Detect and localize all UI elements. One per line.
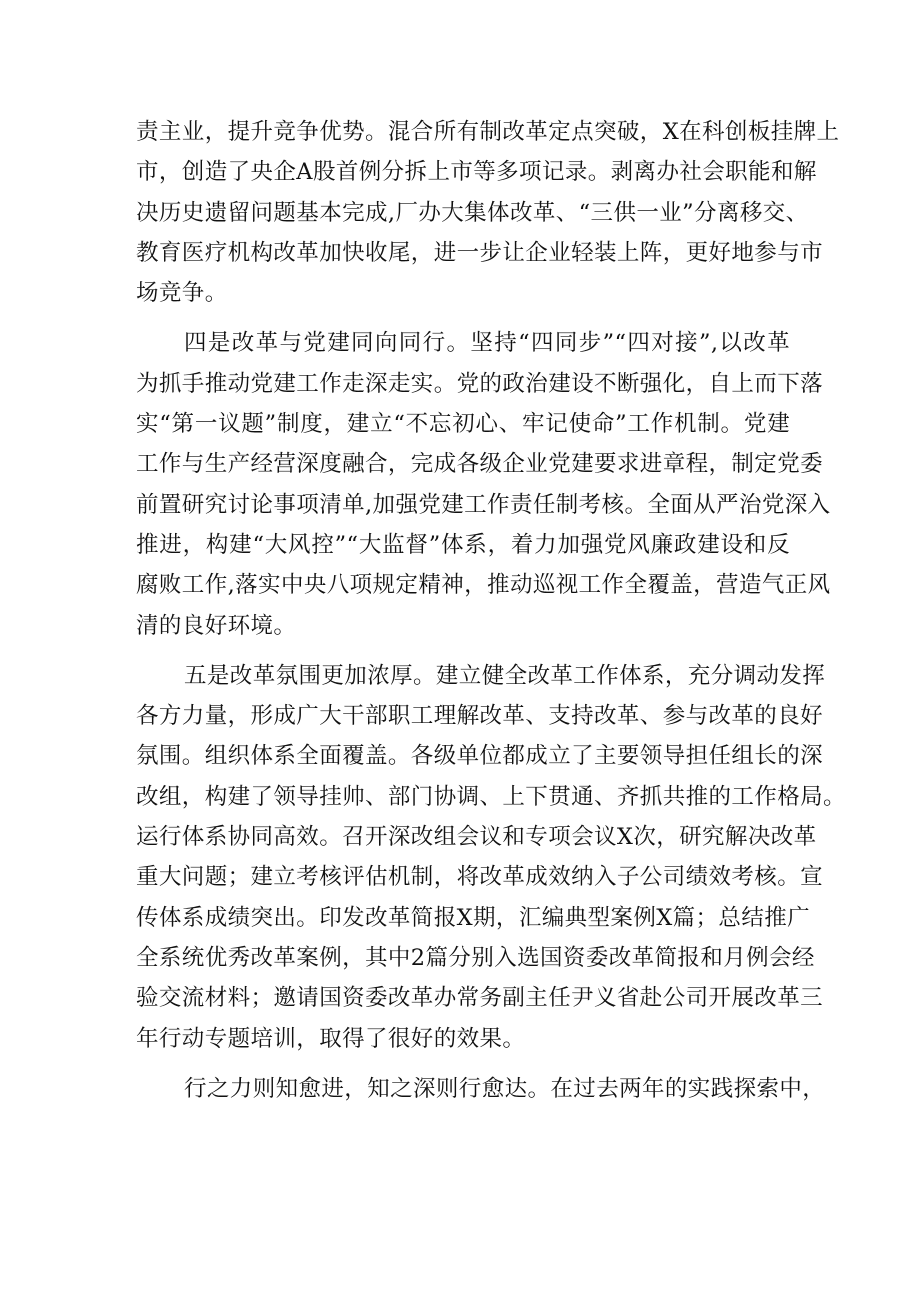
text-line: 推进，构建“大风控”“大监督”体系，着力加强党风廉政建设和反 xyxy=(136,531,790,558)
text-line: 重大问题；建立考核评估机制，将改革成效纳入子公司绩效考核。宣 xyxy=(136,864,824,891)
text-line: 前置研究讨论事项清单,加强党建工作责任制考核。全面从严治党深入 xyxy=(136,491,831,518)
text-line: 年行动专题培训，取得了很好的效果。 xyxy=(136,1025,526,1052)
text-line: 清的良好环境。 xyxy=(136,612,297,639)
text-line: 五是改革氛围更加浓厚。建立健全改革工作体系，充分调动发挥 xyxy=(184,662,826,689)
text-line: 腐败工作,落实中央八项规定精神，推动巡视工作全覆盖，营造气正风 xyxy=(136,572,831,599)
text-line: 工作与生产经营深度融合，完成各级企业党建要求进章程，制定党委 xyxy=(136,451,824,478)
text-line: 传体系成绩突出。印发改革简报X期，汇编典型案例X篇；总结推广 xyxy=(136,904,811,931)
document-body xyxy=(136,112,846,1119)
text-line: 氛围。组织体系全面覆盖。各级单位都成立了主要领导担任组长的深 xyxy=(136,743,824,770)
paragraph-party-building xyxy=(136,323,831,645)
text-line: 各方力量，形成广大干部职工理解改革、支持改革、参与改革的良好 xyxy=(136,703,824,730)
text-line: 市，创造了央企A股首例分拆上市等多项记录。剥离办社会职能和解 xyxy=(136,159,817,186)
text-line: 行之力则知愈进，知之深则行愈达。在过去两年的实践探索中， xyxy=(184,1075,826,1102)
text-line: 教育医疗机构改革加快收尾，进一步让企业轻装上阵，更好地参与市 xyxy=(136,239,824,266)
text-line: 场竞争。 xyxy=(136,280,228,307)
paragraph-reform-atmosphere xyxy=(136,656,846,1059)
paragraph-conclusion xyxy=(136,1069,826,1109)
text-line: 运行体系协同高效。召开深改组会议和专项会议X次，研究解决改革 xyxy=(136,824,817,851)
text-line: 为抓手推动党建工作走深走实。党的政治建设不断强化，自上而下落 xyxy=(136,370,824,397)
text-line: 改组，构建了领导挂帅、部门协调、上下贯通、齐抓共推的工作格局。 xyxy=(136,783,846,810)
text-line: 实“第一议题”制度，建立“不忘初心、牢记使命”工作机制。党建 xyxy=(136,411,790,438)
text-line: 责主业，提升竞争优势。混合所有制改革定点突破，X在科创板挂牌上 xyxy=(136,119,840,145)
text-line: 决历史遗留问题基本完成,厂办大集体改革、“三供一业”分离移交、 xyxy=(136,199,809,226)
text-line: 验交流材料；邀请国资委改革办常务副主任尹义省赴公司开展改革三 xyxy=(136,985,824,1012)
text-line: 全系统优秀改革案例，其中2篇分别入选国资委改革简报和月例会经 xyxy=(136,944,815,971)
paragraph-continuation xyxy=(136,112,840,313)
text-line: 四是改革与党建同向同行。坚持“四同步”“四对接”,以改革 xyxy=(184,330,790,357)
